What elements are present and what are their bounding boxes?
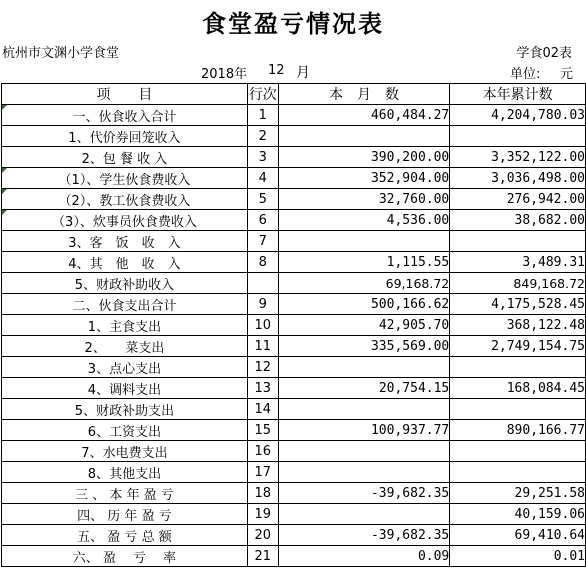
table-row xyxy=(2,420,586,441)
row-month-amount[interactable]: 0.09 xyxy=(278,546,450,567)
row-number[interactable]: 1 xyxy=(247,105,278,126)
row-year-amount[interactable] xyxy=(450,441,586,462)
header-item[interactable]: 项 目 xyxy=(2,84,248,105)
row-year-amount[interactable] xyxy=(450,126,586,147)
row-year-amount[interactable]: 2,749,154.75 xyxy=(450,336,586,357)
row-number[interactable]: 12 xyxy=(247,357,278,378)
row-year-amount[interactable] xyxy=(450,357,586,378)
row-number[interactable]: 10 xyxy=(247,315,278,336)
row-item[interactable]: 五、 盈 亏 总 额 xyxy=(2,525,248,546)
row-number[interactable]: 11 xyxy=(247,336,278,357)
unit-label: 单位: xyxy=(510,67,541,82)
row-item[interactable]: 一、伙食收入合计 xyxy=(2,105,248,126)
row-month-amount[interactable]: 20,754.15 xyxy=(278,378,450,399)
row-number[interactable]: 15 xyxy=(247,420,278,441)
row-number[interactable]: 19 xyxy=(247,504,278,525)
row-number[interactable]: 16 xyxy=(247,441,278,462)
table-row xyxy=(2,483,586,504)
row-year-amount[interactable] xyxy=(450,462,586,483)
row-month-amount[interactable] xyxy=(278,126,450,147)
row-number[interactable]: 7 xyxy=(247,231,278,252)
row-year-amount[interactable]: 3,489.31 xyxy=(450,252,586,273)
row-month-amount[interactable]: 32,760.00 xyxy=(278,189,450,210)
row-month-amount[interactable] xyxy=(278,504,450,525)
row-month-amount[interactable] xyxy=(278,441,450,462)
unit-value: 元 xyxy=(560,67,574,82)
row-year-amount[interactable]: 0.01 xyxy=(450,546,586,567)
row-number[interactable]: 4 xyxy=(247,168,278,189)
table-row xyxy=(2,189,586,210)
row-month-amount[interactable]: 352,904.00 xyxy=(278,168,450,189)
row-item[interactable]: 2、包 餐 收 入 xyxy=(2,147,248,168)
row-number[interactable]: 5 xyxy=(247,189,278,210)
row-number[interactable]: 3 xyxy=(247,147,278,168)
form-code: 学食02表 xyxy=(516,46,572,61)
table-row xyxy=(2,231,586,252)
year-label: 2018年 xyxy=(201,67,248,82)
row-number[interactable]: 6 xyxy=(247,210,278,231)
table-row xyxy=(2,294,586,315)
table-row xyxy=(2,357,586,378)
table-row xyxy=(2,504,586,525)
row-year-amount[interactable] xyxy=(450,399,586,420)
row-month-amount[interactable]: 460,484.27 xyxy=(278,105,450,126)
row-number[interactable]: 18 xyxy=(247,483,278,504)
row-month-amount[interactable]: 42,905.70 xyxy=(278,315,450,336)
row-year-amount[interactable]: 40,159.06 xyxy=(450,504,586,525)
table-row xyxy=(2,168,586,189)
row-item[interactable]: 1、主食支出 xyxy=(2,315,248,336)
organization-name: 杭州市文渊小学食堂 xyxy=(2,46,120,61)
row-month-amount[interactable] xyxy=(278,462,450,483)
row-year-amount[interactable]: 4,175,528.45 xyxy=(450,294,586,315)
row-item[interactable]: 3、点心支出 xyxy=(2,357,248,378)
row-item[interactable]: 四、 历 年 盈 亏 xyxy=(2,504,248,525)
row-item[interactable]: 8、其他支出 xyxy=(2,462,248,483)
row-month-amount[interactable]: 100,937.77 xyxy=(278,420,450,441)
row-year-amount[interactable]: 3,036,498.00 xyxy=(450,168,586,189)
row-month-amount[interactable] xyxy=(278,357,450,378)
row-item[interactable]: 5、财政补助支出 xyxy=(2,399,248,420)
table-row xyxy=(2,399,586,420)
row-year-amount[interactable]: 29,251.58 xyxy=(450,483,586,504)
row-item[interactable]: （2）、教工伙食费收入 xyxy=(2,189,248,210)
row-item[interactable]: 2、 菜支出 xyxy=(2,336,248,357)
row-number[interactable]: 13 xyxy=(247,378,278,399)
report-table xyxy=(1,83,586,567)
header-row-no[interactable]: 行次 xyxy=(247,84,278,105)
table-row xyxy=(2,378,586,399)
row-item[interactable]: 7、水电费支出 xyxy=(2,441,248,462)
cell-marker-icon xyxy=(2,210,7,215)
row-item[interactable]: 三 、 本 年 盈 亏 xyxy=(2,483,248,504)
table-row xyxy=(2,252,586,273)
row-year-amount[interactable]: 38,682.00 xyxy=(450,210,586,231)
row-year-amount[interactable]: 849,168.72 xyxy=(450,273,586,294)
row-month-amount[interactable]: -39,682.35 xyxy=(278,525,450,546)
row-item[interactable]: 六、 盈 亏 率 xyxy=(2,546,248,567)
row-item[interactable]: （3）、炊事员伙食费收入 xyxy=(2,210,248,231)
row-year-amount[interactable]: 276,942.00 xyxy=(450,189,586,210)
month-label: 月 xyxy=(296,65,310,81)
table-row xyxy=(2,315,586,336)
row-month-amount[interactable]: 500,166.62 xyxy=(278,294,450,315)
row-number[interactable]: 8 xyxy=(247,252,278,273)
table-row xyxy=(2,210,586,231)
cell-marker-icon xyxy=(2,168,7,173)
row-item[interactable]: 1、代价券回笼收入 xyxy=(2,126,248,147)
row-item[interactable]: 3、客 饭 收 入 xyxy=(2,231,248,252)
row-year-amount[interactable]: 168,084.45 xyxy=(450,378,586,399)
row-number[interactable]: 9 xyxy=(247,294,278,315)
row-month-amount[interactable]: 69,168.72 xyxy=(278,273,450,294)
row-number[interactable] xyxy=(247,273,278,294)
table-row xyxy=(2,126,586,147)
header-month[interactable]: 本 月 数 xyxy=(278,84,450,105)
row-year-amount[interactable] xyxy=(450,231,586,252)
table-header-row xyxy=(2,84,586,105)
row-number[interactable]: 2 xyxy=(247,126,278,147)
row-month-amount[interactable]: -39,682.35 xyxy=(278,483,450,504)
row-item[interactable]: 4、其 他 收 入 xyxy=(2,252,248,273)
table-row xyxy=(2,525,586,546)
row-number[interactable]: 17 xyxy=(247,462,278,483)
row-item[interactable]: 4、调料支出 xyxy=(2,378,248,399)
row-year-amount[interactable]: 4,204,780.03 xyxy=(450,105,586,126)
row-month-amount[interactable]: 1,115.55 xyxy=(278,252,450,273)
table-row xyxy=(2,546,586,567)
row-year-amount[interactable]: 3,352,122.00 xyxy=(450,147,586,168)
row-month-amount[interactable]: 335,569.00 xyxy=(278,336,450,357)
row-year-amount[interactable]: 368,122.48 xyxy=(450,315,586,336)
row-item[interactable]: （1）、学生伙食费收入 xyxy=(2,168,248,189)
cell-marker-icon xyxy=(2,189,7,194)
row-number[interactable]: 20 xyxy=(247,525,278,546)
table-row xyxy=(2,462,586,483)
month-value[interactable]: 12 xyxy=(268,63,285,78)
row-item[interactable]: 5、财政补助收入 xyxy=(2,273,248,294)
table-row xyxy=(2,441,586,462)
header-year[interactable]: 本年累计数 xyxy=(450,84,586,105)
report-title: 食堂盈亏情况表 xyxy=(202,9,384,38)
row-month-amount[interactable]: 4,536.00 xyxy=(278,210,450,231)
table-row xyxy=(2,336,586,357)
row-month-amount[interactable]: 390,200.00 xyxy=(278,147,450,168)
row-month-amount[interactable] xyxy=(278,399,450,420)
row-number[interactable]: 14 xyxy=(247,399,278,420)
row-month-amount[interactable] xyxy=(278,231,450,252)
row-item[interactable]: 二、伙食支出合计 xyxy=(2,294,248,315)
row-year-amount[interactable]: 69,410.64 xyxy=(450,525,586,546)
table-row xyxy=(2,273,586,294)
row-item[interactable]: 6、工资支出 xyxy=(2,420,248,441)
table-row xyxy=(2,105,586,126)
table-row xyxy=(2,147,586,168)
cell-marker-icon xyxy=(2,105,7,110)
row-number[interactable]: 21 xyxy=(247,546,278,567)
row-year-amount[interactable]: 890,166.77 xyxy=(450,420,586,441)
